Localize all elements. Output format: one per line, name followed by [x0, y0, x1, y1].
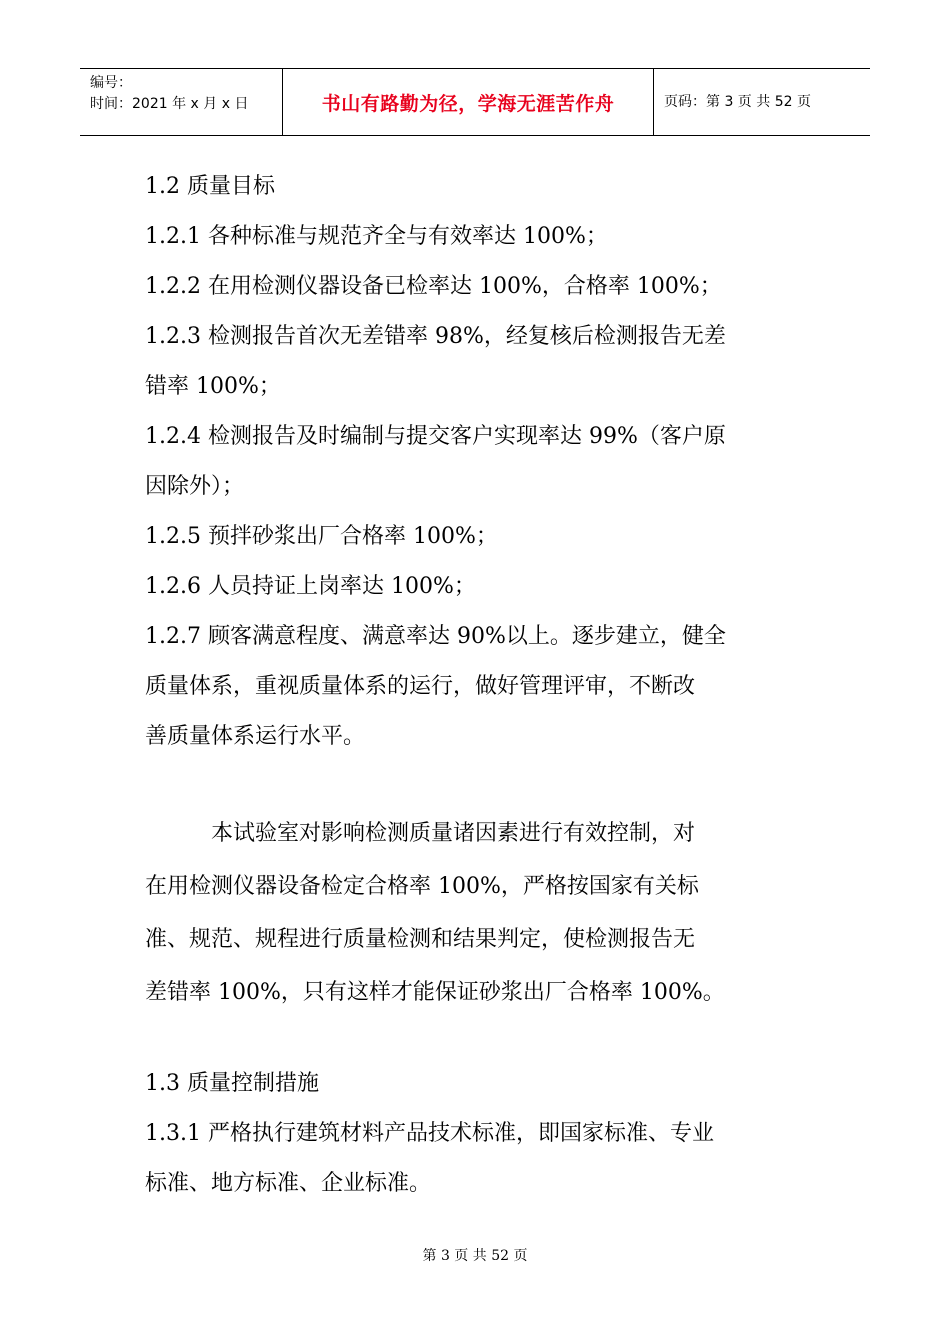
- body-line: 标准、地方标准、企业标准。: [145, 1171, 432, 1196]
- header-motto-cell: [282, 69, 654, 135]
- section-heading: 1.2 质量目标: [145, 174, 275, 199]
- spacer: [145, 1019, 810, 1059]
- section-heading: 1.3 质量控制措施: [145, 1071, 319, 1096]
- quality-control-section: [145, 1059, 810, 1209]
- paragraph-line: 准、规范、规程进行质量检测和结果判定，使检测报告无: [145, 927, 696, 952]
- page-footer: 第 3 页 共 52 页: [422, 1248, 528, 1264]
- header-page-cell: [654, 69, 870, 135]
- quality-goals-section: [145, 162, 810, 762]
- body-line: 质量体系，重视质量体系的运行，做好管理评审，不断改: [145, 674, 696, 699]
- document-number-label: 编号：: [90, 75, 132, 91]
- body-line: 1.2.2 在用检测仪器设备已检率达 100%，合格率 100%；: [145, 274, 722, 299]
- body-line: 1.2.3 检测报告首次无差错率 98%，经复核后检测报告无差: [145, 324, 726, 349]
- page-header: [80, 68, 870, 136]
- spacer: [145, 762, 810, 807]
- control-paragraph: [145, 807, 810, 1019]
- document-body: [145, 162, 810, 1209]
- paragraph-line: 差错率 100%，只有这样才能保证砂浆出厂合格率 100%。: [145, 980, 725, 1005]
- paragraph-line: 在用检测仪器设备检定合格率 100%，严格按国家有关标: [145, 874, 699, 899]
- header-motto: 书山有路勤为径，学海无涯苦作舟: [321, 92, 615, 115]
- body-line: 1.3.1 严格执行建筑材料产品技术标准，即国家标准、专业: [145, 1121, 714, 1146]
- body-line: 因除外）；: [145, 474, 245, 499]
- body-line: 1.2.7 顾客满意程度、满意率达 90%以上。逐步建立，健全: [145, 624, 726, 649]
- body-line: 错率 100%；: [145, 374, 281, 399]
- header-page-label: 页码：第 3 页 共 52 页: [664, 93, 811, 110]
- body-line: 1.2.5 预拌砂浆出厂合格率 100%；: [145, 524, 498, 549]
- body-line: 1.2.1 各种标准与规范齐全与有效率达 100%；: [145, 224, 608, 249]
- paragraph-line: 本试验室对影响检测质量诸因素进行有效控制，对: [211, 821, 696, 846]
- header-meta: [80, 69, 282, 135]
- body-line: 善质量体系运行水平。: [145, 724, 366, 749]
- body-line: 1.2.4 检测报告及时编制与提交客户实现率达 99%（客户原: [145, 424, 726, 449]
- body-line: 1.2.6 人员持证上岗率达 100%；: [145, 574, 476, 599]
- document-time-label: 时间：2021 年 x 月 x 日: [90, 96, 249, 112]
